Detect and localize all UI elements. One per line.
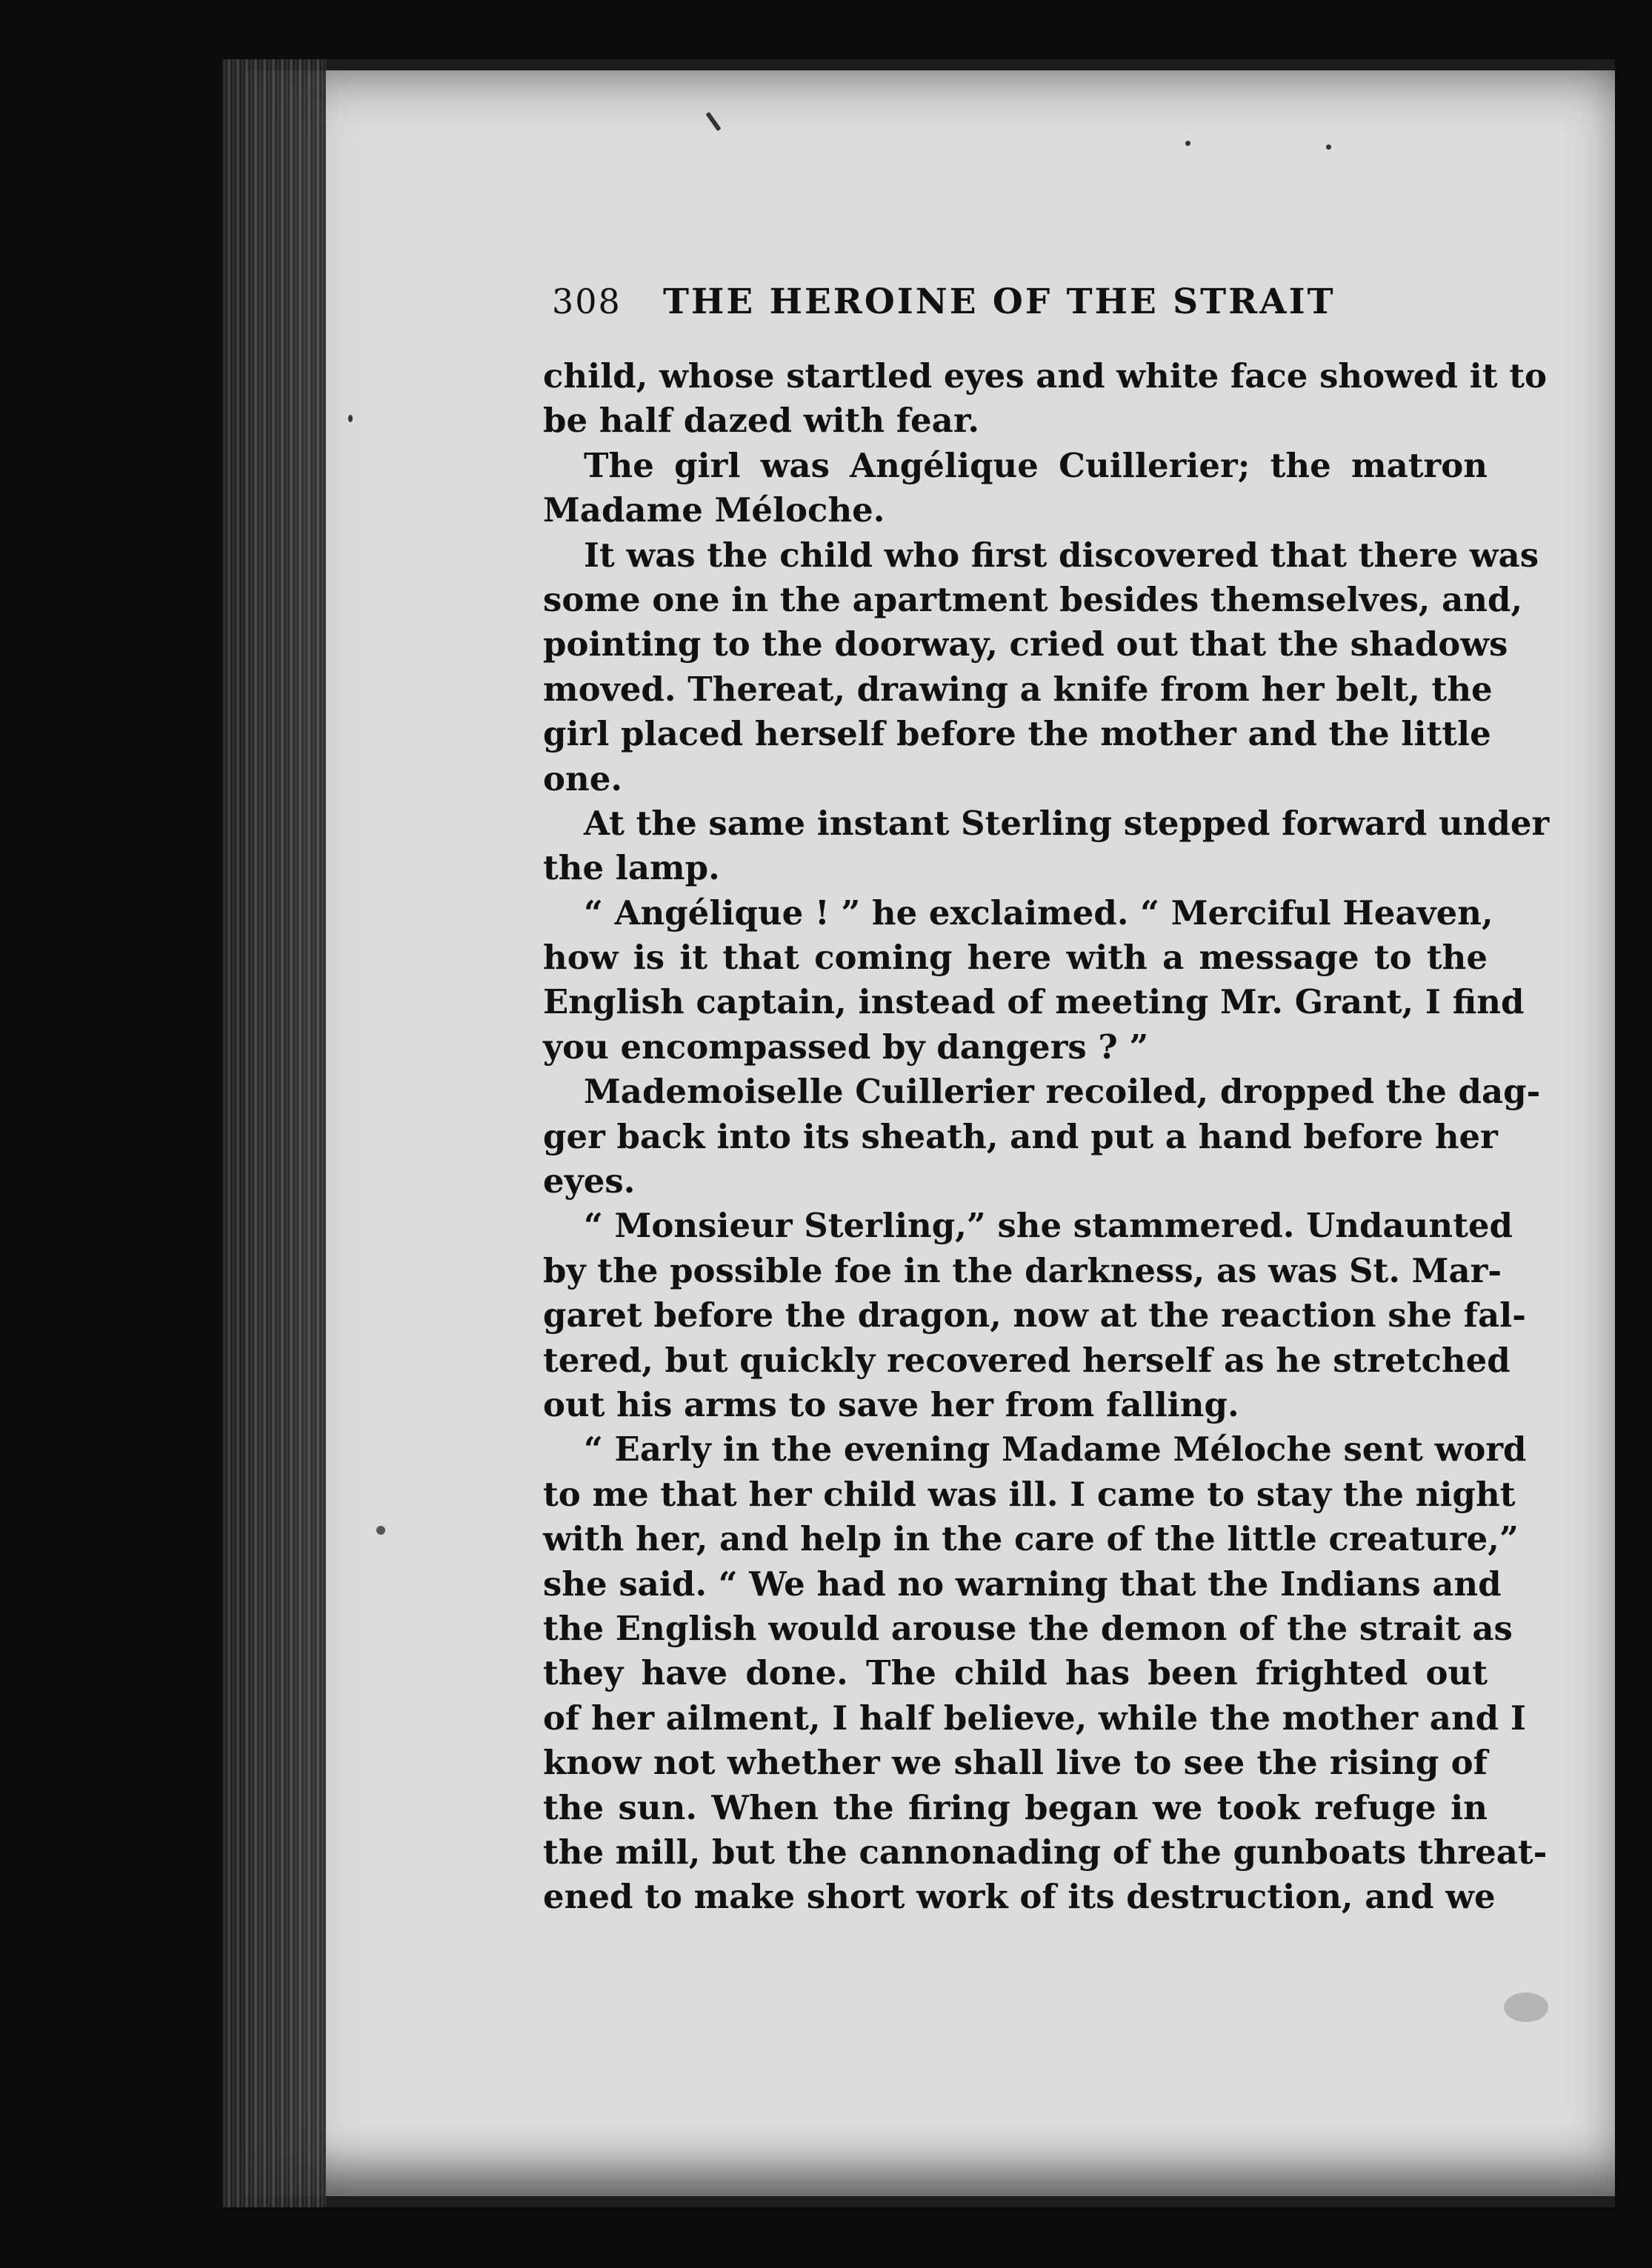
text-line: tered, but quickly recovered herself as he stretched (543, 1340, 1511, 1380)
text-line: with her, and help in the care of the little creature,” (543, 1519, 1519, 1559)
text-line: At the same instant Sterling stepped forward under (584, 803, 1550, 843)
text-line: Madame Méloche. (543, 490, 885, 530)
text-line: “ Monsieur Sterling,” she stammered. Undaunted (584, 1206, 1513, 1246)
text-line: to me that her child was ill. I came to stay the night (543, 1474, 1516, 1514)
dust-mark (1326, 144, 1331, 150)
text-line: the English would arouse the demon of the strait as (543, 1608, 1513, 1648)
page-text (543, 274, 1550, 1920)
running-head (543, 274, 1488, 326)
text-line: garet before the dragon, now at the reaction she fal- (543, 1295, 1526, 1335)
text-line: some one in the apartment besides themselves, and, (543, 579, 1523, 619)
text-line: “ Early in the evening Madame Méloche sent word (584, 1430, 1527, 1470)
text-line: the lamp. (543, 848, 720, 888)
text-line: “ Angélique ! ” he exclaimed. “ Merciful Heaven, (584, 893, 1493, 933)
text-line: be half dazed with fear. (543, 401, 980, 441)
dust-mark (1504, 1992, 1548, 2022)
dust-mark (1185, 141, 1190, 146)
text-line: moved. Thereat, drawing a knife from her belt, the (543, 669, 1493, 709)
text-line: they have done. The child has been frighted out (543, 1653, 1488, 1693)
text-line: of her ailment, I half believe, while the mother and I (543, 1698, 1526, 1738)
text-line: out his arms to save her from falling. (543, 1384, 1239, 1424)
text-line: she said. “ We had no warning that the Indians and (543, 1564, 1502, 1604)
text-line: how is it that coming here with a message to the (543, 938, 1488, 978)
text-line: It was the child who first discovered that there was (584, 535, 1539, 575)
text-line: ened to make short work of its destruction, and we (543, 1877, 1496, 1917)
text-line: child, whose startled eyes and white face showed it to (543, 356, 1548, 396)
text-line: pointing to the doorway, cried out that the shadows (543, 624, 1508, 664)
text-line: English captain, instead of meeting Mr. Grant, I find (543, 982, 1525, 1022)
text-line: by the possible foe in the darkness, as was St. Mar- (543, 1250, 1502, 1290)
page-number: 308 (552, 281, 622, 321)
text-line: The girl was Angélique Cuillerier; the matron (584, 445, 1488, 485)
text-line: you encompassed by dangers ? ” (543, 1027, 1149, 1067)
text-line: girl placed herself before the mother and the little (543, 714, 1491, 754)
text-line: one. (543, 758, 623, 798)
text-line: the sun. When the firing began we took refuge in (543, 1787, 1488, 1827)
text-line: the mill, but the cannonading of the gunboats threat- (543, 1832, 1548, 1872)
dust-mark (348, 415, 353, 422)
text-line: Mademoiselle Cuillerier recoiled, dropped the dag- (584, 1072, 1541, 1112)
dust-mark (376, 1526, 385, 1535)
text-line: ger back into its sheath, and put a hand before her (543, 1116, 1498, 1156)
running-title: THE HEROINE OF THE STRAIT (663, 281, 1336, 322)
page-gutter (222, 59, 326, 2207)
text-line: know not whether we shall live to see the rising of (543, 1743, 1488, 1783)
text-line: eyes. (543, 1161, 636, 1201)
